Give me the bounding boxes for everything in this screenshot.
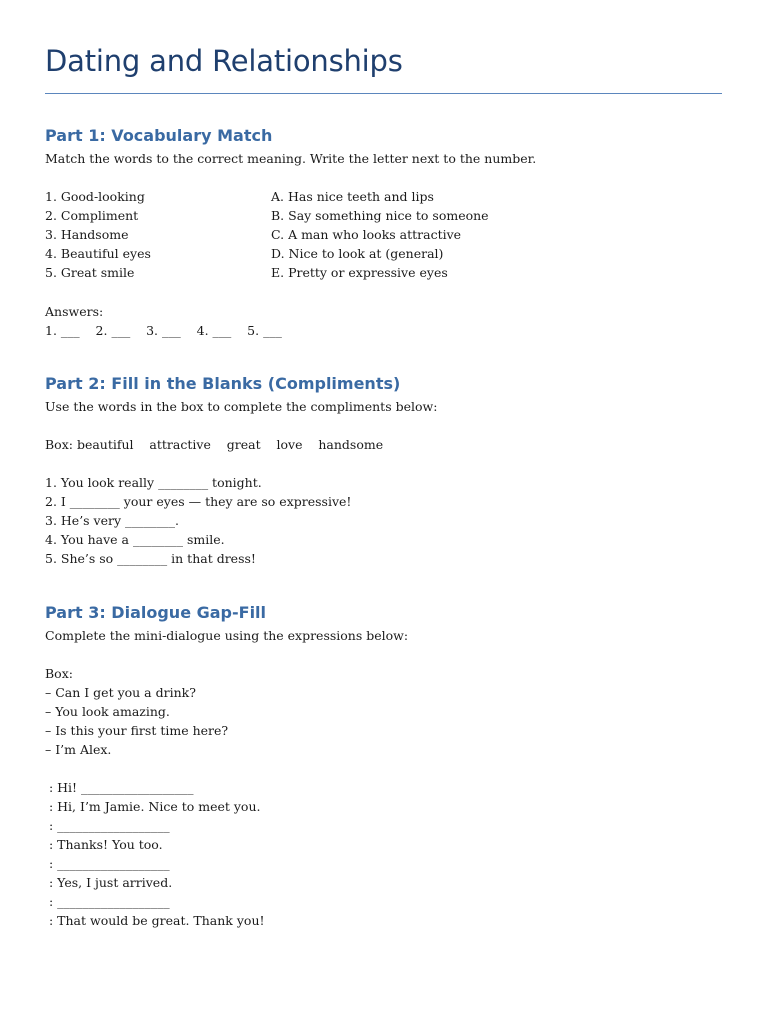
dialogue-line: : That would be great. Thank you!: [45, 913, 265, 928]
part1-heading: Part 1: Vocabulary Match: [45, 126, 273, 145]
dialogue-line: : __________________: [45, 818, 170, 833]
dialogue-line: : __________________: [45, 856, 170, 871]
expression-item: – Can I get you a drink?: [45, 685, 196, 700]
expression-item: – Is this your first time here?: [45, 723, 229, 738]
vocab-word: 5. Great smile: [45, 265, 135, 280]
part2-heading: Part 2: Fill in the Blanks (Compliments): [45, 374, 401, 393]
dialogue-line: : Hi, I’m Jamie. Nice to meet you.: [45, 799, 261, 814]
answers-label: Answers:: [45, 304, 104, 319]
expression-box-label: Box:: [45, 666, 73, 681]
compliment-sentence: 1. You look really ________ tonight.: [45, 475, 262, 490]
vocab-meaning: C. A man who looks attractive: [271, 227, 462, 242]
word-box: Box: beautiful attractive great love handsome: [45, 437, 384, 452]
dialogue-line: : __________________: [45, 894, 170, 909]
vocab-meaning: B. Say something nice to someone: [271, 208, 489, 223]
part2-instruction: Use the words in the box to complete the compliments below:: [45, 399, 438, 414]
dialogue-line: : Hi! __________________: [45, 780, 194, 795]
vocab-word: 3. Handsome: [45, 227, 129, 242]
vocab-meaning: A. Has nice teeth and lips: [271, 189, 434, 204]
title-divider: [45, 93, 722, 94]
vocab-word: 4. Beautiful eyes: [45, 246, 151, 261]
dialogue-line: : Thanks! You too.: [45, 837, 163, 852]
compliment-sentence: 2. I ________ your eyes — they are so expressive!: [45, 494, 352, 509]
expression-item: – I’m Alex.: [45, 742, 112, 757]
part3-instruction: Complete the mini-dialogue using the expressions below:: [45, 628, 409, 643]
part1-instruction: Match the words to the correct meaning. Write the letter next to the number.: [45, 151, 537, 166]
vocab-meaning: D. Nice to look at (general): [271, 246, 444, 261]
page-title: Dating and Relationships: [45, 44, 403, 78]
compliment-sentence: 4. You have a ________ smile.: [45, 532, 225, 547]
answers-line: 1. ___ 2. ___ 3. ___ 4. ___ 5. ___: [45, 323, 282, 338]
expression-item: – You look amazing.: [45, 704, 170, 719]
part3-heading: Part 3: Dialogue Gap-Fill: [45, 603, 267, 622]
vocab-word: 1. Good-looking: [45, 189, 145, 204]
dialogue-line: : Yes, I just arrived.: [45, 875, 173, 890]
compliment-sentence: 5. She’s so ________ in that dress!: [45, 551, 256, 566]
vocab-meaning: E. Pretty or expressive eyes: [271, 265, 448, 280]
compliment-sentence: 3. He’s very ________.: [45, 513, 180, 528]
vocab-word: 2. Compliment: [45, 208, 139, 223]
